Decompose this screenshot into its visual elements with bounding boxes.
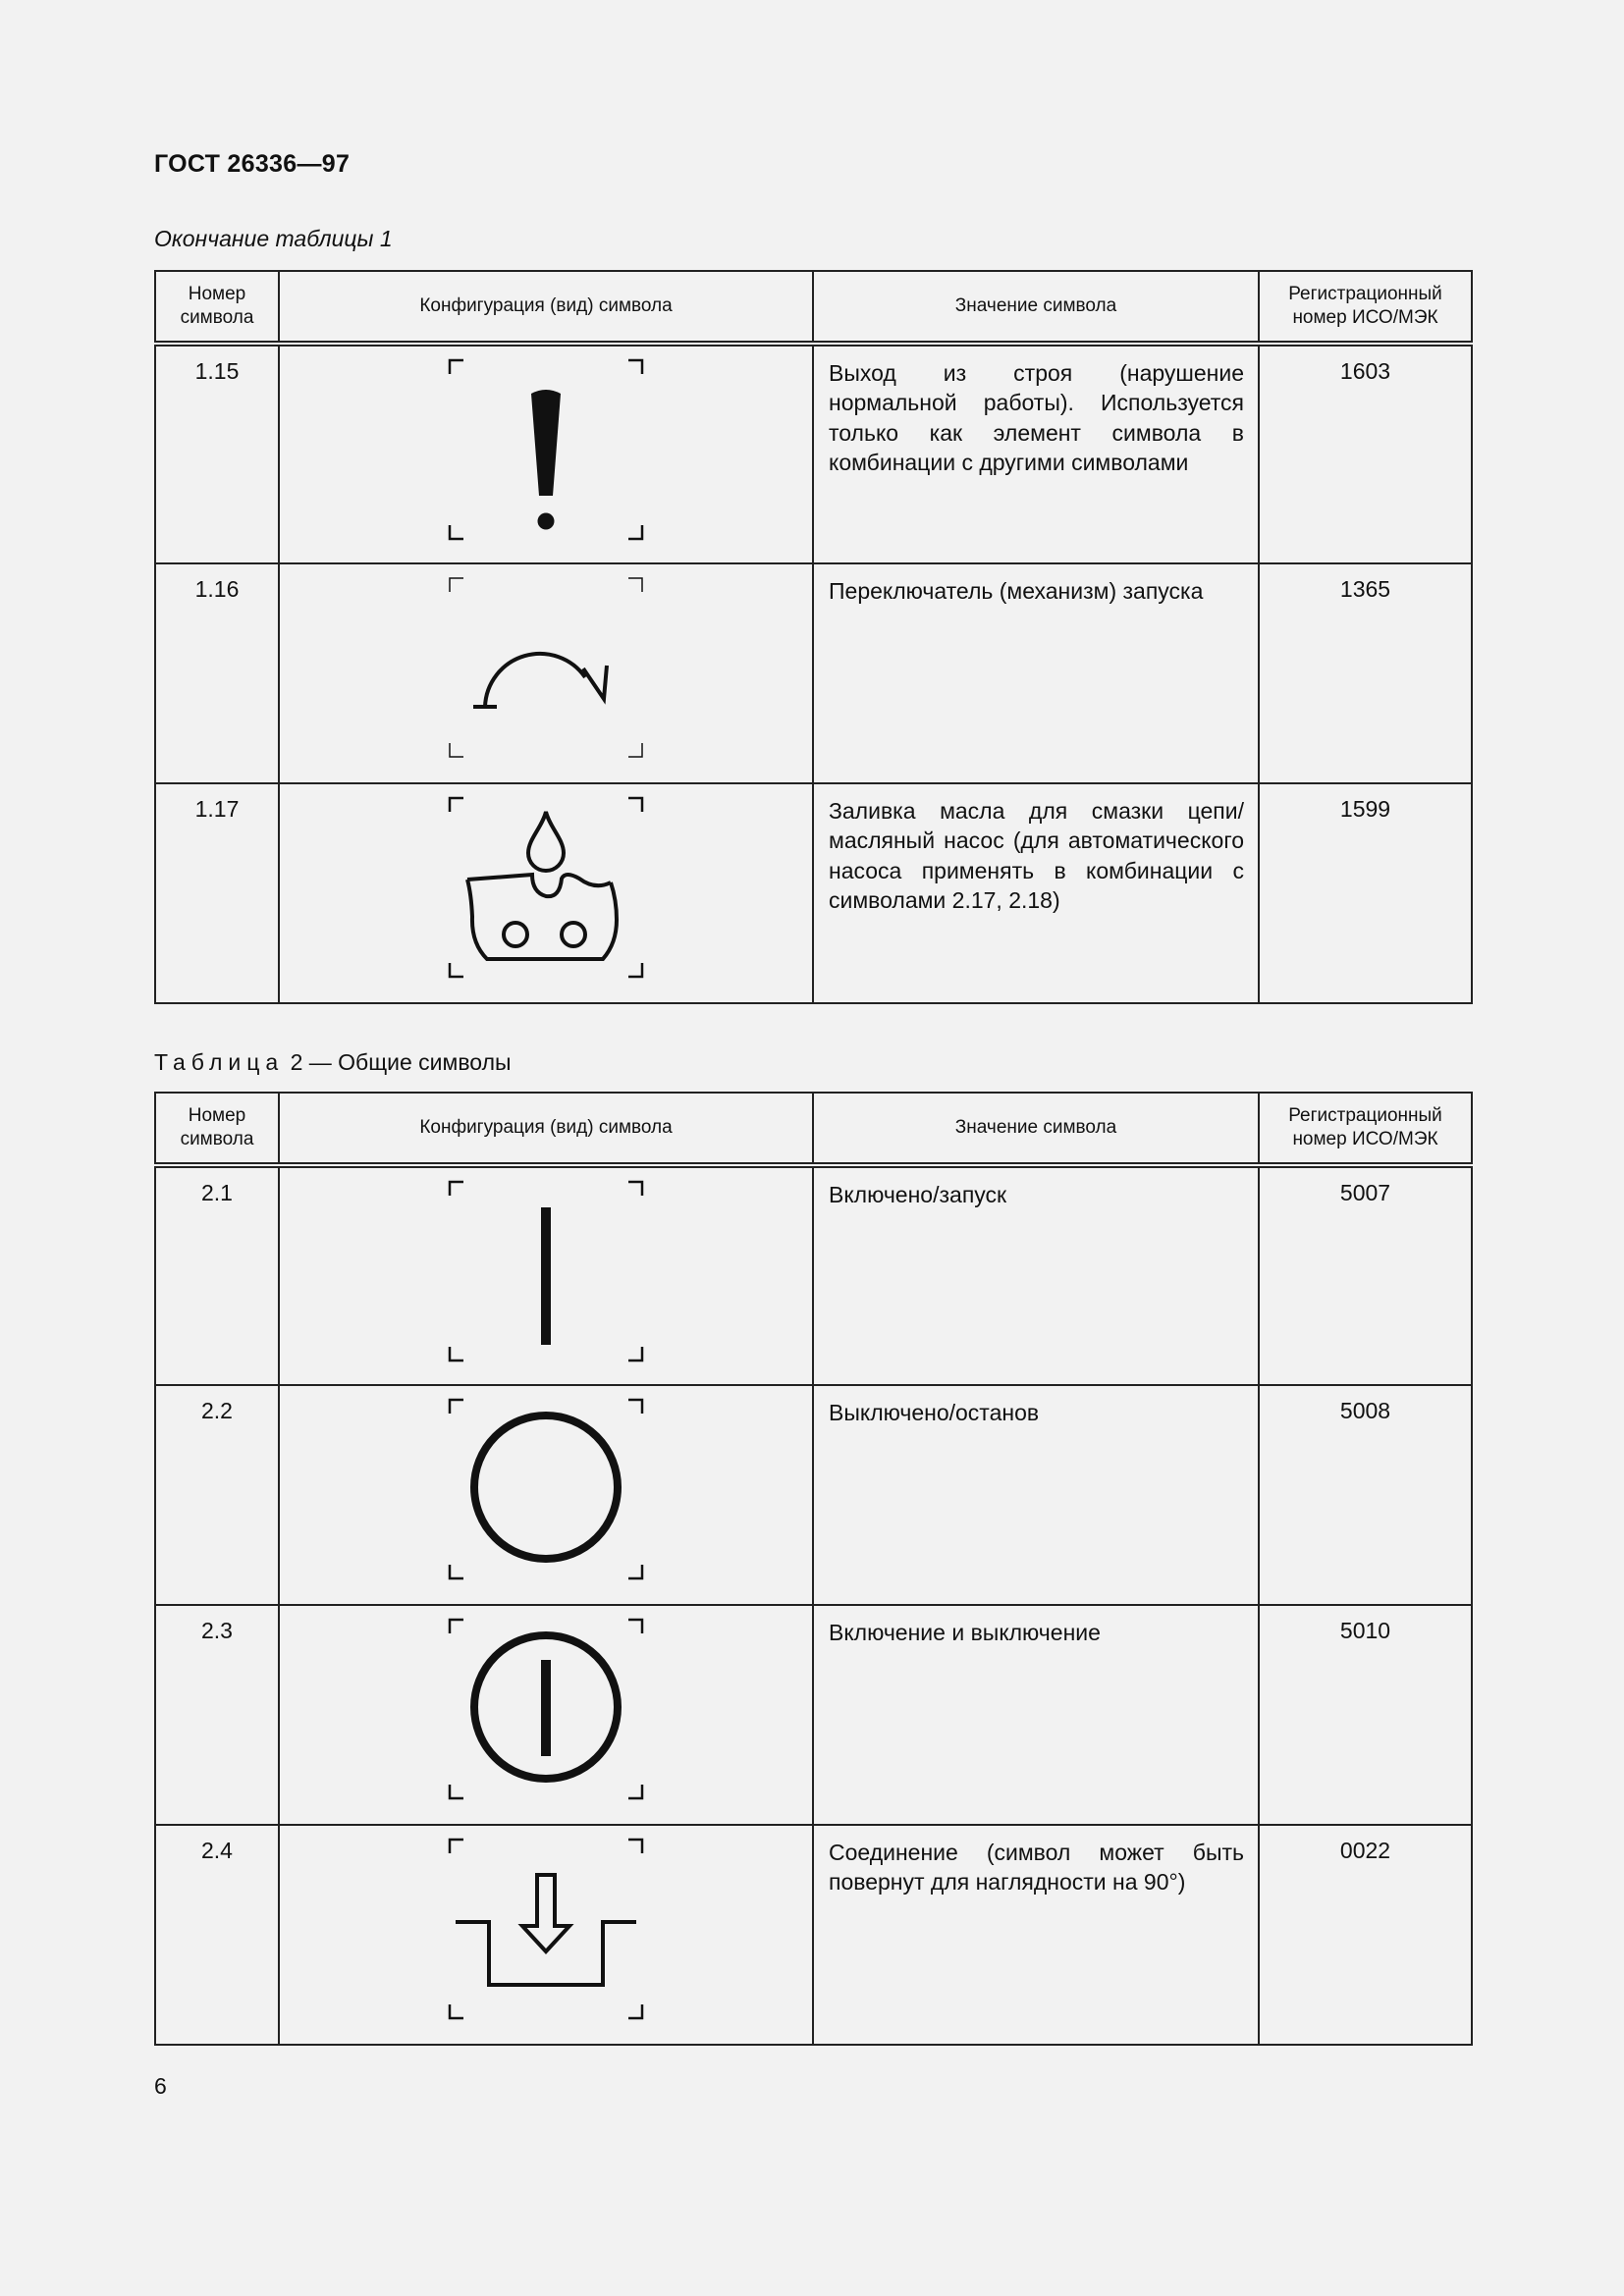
- power-off-icon: [448, 1386, 644, 1592]
- start-arrow-icon: [448, 564, 644, 771]
- table-row: [155, 344, 1472, 563]
- power-on-off-icon: [448, 1606, 644, 1812]
- symbol-number: 2.3: [155, 1605, 279, 1825]
- symbol-number: 1.17: [155, 783, 279, 1003]
- exclamation-icon: [448, 347, 644, 553]
- table2-caption-label: Таблица: [154, 1049, 285, 1075]
- symbol-cell: [279, 1605, 813, 1825]
- symbol-meaning: Включение и выключение: [813, 1605, 1259, 1825]
- table-row: [155, 1385, 1472, 1605]
- symbol-cell: [279, 563, 813, 783]
- table-row: [155, 1825, 1472, 2045]
- registration-number: 5007: [1259, 1165, 1472, 1385]
- table-row: [155, 563, 1472, 783]
- symbol-meaning: Переключатель (механизм) запуска: [813, 563, 1259, 783]
- symbol-meaning: Соединение (символ может быть повернут для наглядности на 90°): [813, 1825, 1259, 2045]
- registration-number: 0022: [1259, 1825, 1472, 2045]
- table-row: [155, 783, 1472, 1003]
- col-header-configuration: Конфигурация (вид) символа: [279, 271, 813, 344]
- symbol-number: 2.2: [155, 1385, 279, 1605]
- col-header-number: Номер символа: [155, 271, 279, 344]
- table2-header-row: [155, 1093, 1472, 1165]
- registration-number: 1365: [1259, 563, 1472, 783]
- table-1: [154, 270, 1473, 1004]
- registration-number: 5008: [1259, 1385, 1472, 1605]
- col-header-configuration: Конфигурация (вид) символа: [279, 1093, 813, 1165]
- table-row: [155, 1165, 1472, 1385]
- symbol-cell: [279, 1825, 813, 2045]
- symbol-cell: [279, 783, 813, 1003]
- table2-caption: [154, 1049, 512, 1076]
- symbol-cell: [279, 1385, 813, 1605]
- col-header-registration: Регистрационный номер ИСО/МЭК: [1259, 271, 1472, 344]
- connection-icon: [448, 1826, 644, 2032]
- symbol-meaning: Выключено/останов: [813, 1385, 1259, 1605]
- col-header-meaning: Значение символа: [813, 271, 1259, 344]
- symbol-meaning: Заливка масла для смазки цепи/масляный насос (для автоматического насоса применять в комбинации с символами 2.17, 2.18): [813, 783, 1259, 1003]
- col-header-registration: Регистрационный номер ИСО/МЭК: [1259, 1093, 1472, 1165]
- symbol-number: 1.15: [155, 344, 279, 563]
- page-number: 6: [154, 2073, 167, 2099]
- col-header-meaning: Значение символа: [813, 1093, 1259, 1165]
- table-row: [155, 1605, 1472, 1825]
- symbol-number: 2.1: [155, 1165, 279, 1385]
- registration-number: 1603: [1259, 344, 1472, 563]
- symbol-cell: [279, 344, 813, 563]
- symbol-number: 1.16: [155, 563, 279, 783]
- table1-header-row: [155, 271, 1472, 344]
- col-header-number: Номер символа: [155, 1093, 279, 1165]
- registration-number: 1599: [1259, 783, 1472, 1003]
- oil-chain-icon: [448, 784, 644, 990]
- symbol-number: 2.4: [155, 1825, 279, 2045]
- table-2: [154, 1092, 1473, 2046]
- table2-caption-title: 2 — Общие символы: [290, 1049, 512, 1075]
- power-on-icon: [448, 1168, 644, 1374]
- symbol-cell: [279, 1165, 813, 1385]
- symbol-meaning: Выход из строя (нарушение нормальной работы). Используется только как элемент символа в комбинации с другими символами: [813, 344, 1259, 563]
- table1-caption: Окончание таблицы 1: [154, 226, 393, 251]
- symbol-meaning: Включено/запуск: [813, 1165, 1259, 1385]
- registration-number: 5010: [1259, 1605, 1472, 1825]
- document-title: ГОСТ 26336—97: [154, 150, 351, 178]
